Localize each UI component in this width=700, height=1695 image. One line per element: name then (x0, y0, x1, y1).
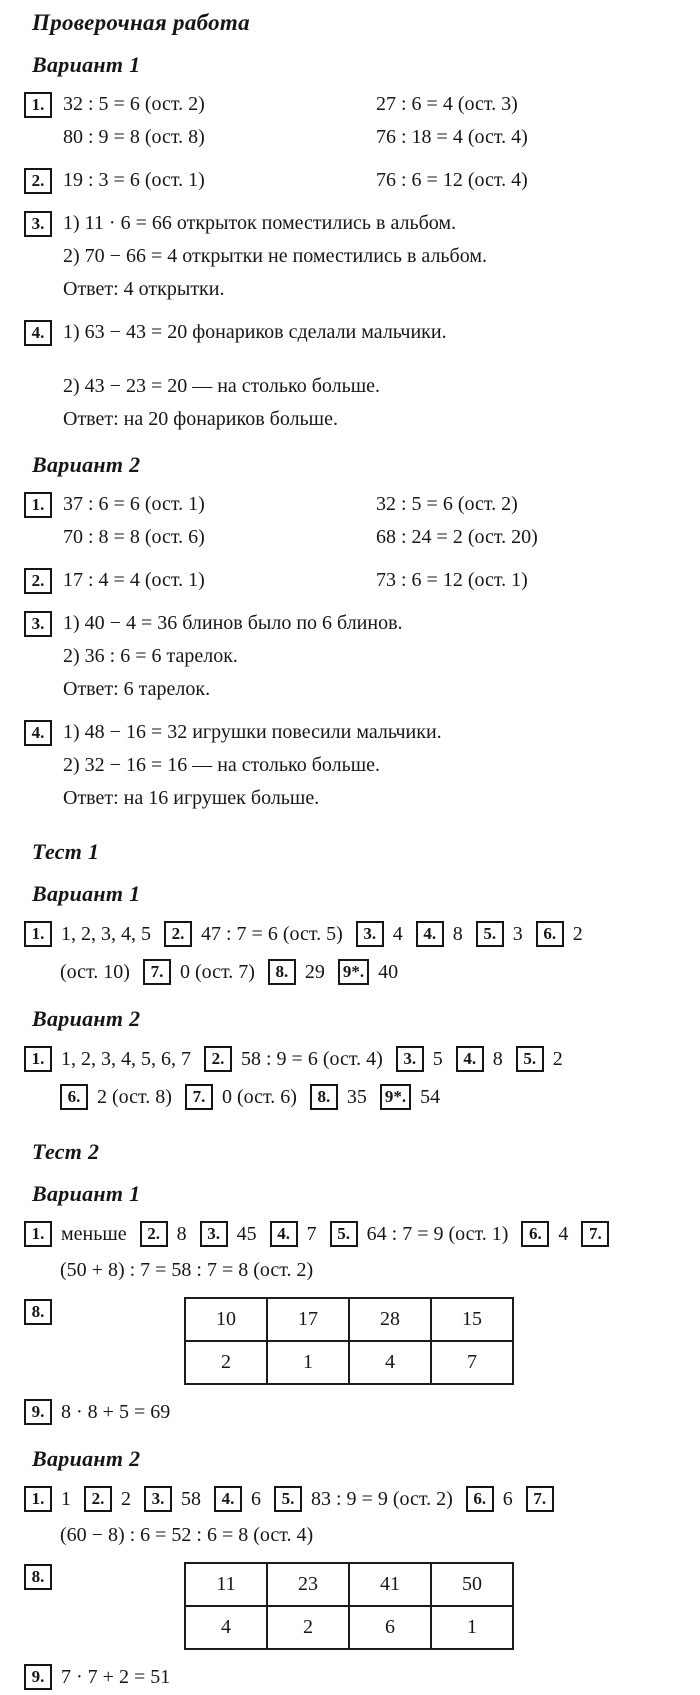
answer-text: 2 (552, 1047, 563, 1070)
answer-token (416, 921, 463, 947)
answer-token (24, 1399, 170, 1425)
question-number-box: 1. (24, 1221, 52, 1247)
answer-token (516, 1046, 563, 1072)
question-number-box: 1. (24, 92, 52, 118)
answer-row (63, 164, 684, 197)
solution-step: 2) 32 − 16 = 16 — на столько больше. (63, 754, 380, 776)
answer-token (330, 1221, 509, 1247)
answer-token (24, 1046, 191, 1072)
answer-token (581, 1221, 609, 1247)
test-2-variant-2-heading: Вариант 2 (32, 1446, 141, 1471)
equation: 76 : 18 = 4 (ост. 4) (376, 126, 528, 148)
question-number-box: 8. (268, 959, 296, 985)
answer-token (24, 921, 151, 947)
answer-token (144, 1486, 201, 1512)
question-number-box: 5. (476, 921, 504, 947)
answer-text: 54 (420, 1085, 441, 1108)
equation: 68 : 24 = 2 (ост. 20) (376, 526, 538, 548)
equation: 76 : 6 = 12 (ост. 4) (376, 169, 528, 191)
table-cell: 2 (185, 1341, 267, 1384)
answer-text: 35 (346, 1085, 367, 1108)
question-number-box: 8. (24, 1299, 52, 1325)
test-answers-line (24, 1481, 684, 1517)
equation: 32 : 5 = 6 (ост. 2) (376, 493, 518, 515)
solution-step: 1) 11 · 6 = 66 открыток поместились в альбом. (63, 212, 457, 234)
equation: 19 : 3 = 6 (ост. 1) (63, 169, 205, 191)
table-cell: 2 (267, 1606, 349, 1649)
answer-token (396, 1046, 443, 1072)
table-cell: 10 (185, 1298, 267, 1341)
answer-line: Ответ: на 20 фонариков больше. (63, 408, 338, 430)
table-cell: 7 (431, 1341, 513, 1384)
answer-token (338, 959, 398, 985)
question-number-box: 2. (164, 921, 192, 947)
answer-token (466, 1486, 513, 1512)
answer-token (24, 1486, 71, 1512)
answer-token (164, 921, 343, 947)
question-number-box: 9*. (338, 959, 369, 985)
question-number-box: 5. (330, 1221, 358, 1247)
table-row (185, 1341, 513, 1384)
answer-row (63, 121, 684, 154)
answer-token (270, 1221, 317, 1247)
answer-token (356, 921, 403, 947)
question-number-box: 7. (185, 1084, 213, 1110)
answer-text: 58 (181, 1487, 201, 1510)
table-cell: 17 (267, 1298, 349, 1341)
question-number-box: 1. (24, 492, 52, 518)
question-number-box: 2. (140, 1221, 168, 1247)
answer-text: 29 (304, 960, 325, 983)
table-cell: 28 (349, 1298, 431, 1341)
answer-token (521, 1221, 568, 1247)
question-number-box: 3. (356, 921, 384, 947)
answer-text: 6 (251, 1487, 261, 1510)
answer-text: 40 (378, 960, 399, 983)
table-cell: 1 (431, 1606, 513, 1649)
answer-text: 58 : 9 = 6 (ост. 4) (241, 1047, 383, 1070)
answer-text: 83 : 9 = 9 (ост. 2) (311, 1487, 453, 1510)
table-cell: 50 (431, 1563, 513, 1606)
question-number-box: 3. (24, 611, 52, 637)
answer-text: 8 (176, 1222, 187, 1245)
question-number-box: 5. (274, 1486, 302, 1512)
prov-v2-item-2 (24, 564, 684, 597)
solution-step: 1) 63 − 43 = 20 фонариков сделали мальчики. (63, 321, 447, 343)
test-2-v1-item-9 (24, 1394, 684, 1430)
answer-text: 0 (ост. 7) (179, 960, 255, 983)
question-number-box: 3. (200, 1221, 228, 1247)
answer-token (310, 1084, 367, 1110)
answer-token (268, 959, 325, 985)
question-number-box: 4. (214, 1486, 242, 1512)
table-cell: 4 (349, 1341, 431, 1384)
question-number-box: 4. (270, 1221, 298, 1247)
answer-text: 8 (492, 1047, 503, 1070)
table-cell: 4 (185, 1606, 267, 1649)
prov-v1-item-3 (24, 207, 684, 306)
equation: 27 : 6 = 4 (ост. 3) (376, 93, 518, 115)
answer-token (200, 1221, 257, 1247)
answer-text: 7 (306, 1222, 317, 1245)
continued-equation: (50 + 8) : 7 = 58 : 7 = 8 (ост. 2) (60, 1259, 314, 1281)
question-number-box: 1. (24, 1046, 52, 1072)
question-number-box: 4. (24, 320, 52, 346)
test-answers-line (24, 1216, 684, 1252)
question-number-box: 3. (396, 1046, 424, 1072)
question-number-box: 4. (416, 921, 444, 947)
question-number-box: 2. (24, 568, 52, 594)
test-1-heading: Тест 1 (32, 839, 100, 864)
solution-step: 1) 40 − 4 = 36 блинов было по 6 блинов. (63, 612, 403, 634)
question-number-box: 7. (526, 1486, 554, 1512)
answer-line: Ответ: 6 тарелок. (63, 678, 211, 700)
question-number-box: 9. (24, 1399, 52, 1425)
answer-token (84, 1486, 131, 1512)
question-number-box: 1. (24, 1486, 52, 1512)
answer-row (63, 488, 684, 521)
answer-line: Ответ: на 16 игрушек больше. (63, 787, 320, 809)
question-number-box: 8. (24, 1564, 52, 1590)
question-number-box: 3. (144, 1486, 172, 1512)
test-1-variant-2-heading: Вариант 2 (32, 1006, 141, 1031)
answer-row (63, 564, 684, 597)
table-cell: 41 (349, 1563, 431, 1606)
answer-token (526, 1486, 554, 1512)
prov-v2-item-4 (24, 716, 684, 815)
answer-text: 8 · 8 + 5 = 69 (61, 1400, 171, 1423)
answer-text: 2 (ост. 8) (97, 1085, 172, 1108)
answer-token (456, 1046, 503, 1072)
answer-text: 4 (392, 922, 403, 945)
answer-token (476, 921, 523, 947)
prov-v1-item-4 (24, 316, 684, 436)
answer-text: 2 (572, 922, 583, 945)
answer-table (184, 1297, 514, 1385)
question-number-box: 7. (143, 959, 171, 985)
solution-step: 2) 70 − 66 = 4 открытки не поместились в альбом. (63, 245, 487, 267)
test-answers-line (24, 1041, 684, 1077)
test-1-variant-1-heading: Вариант 1 (32, 881, 141, 906)
table-cell: 15 (431, 1298, 513, 1341)
answer-row (63, 88, 684, 121)
question-number-box: 4. (456, 1046, 484, 1072)
variant-2-heading: Вариант 2 (32, 452, 141, 477)
solution-step: 2) 36 : 6 = 6 тарелок. (63, 645, 238, 667)
answer-text: 1, 2, 3, 4, 5 (61, 922, 151, 945)
question-number-box: 2. (204, 1046, 232, 1072)
question-number-box: 6. (60, 1084, 88, 1110)
answer-text: 3 (512, 922, 523, 945)
answer-text: меньше (61, 1222, 127, 1245)
answer-token (536, 921, 583, 947)
question-number-box: 2. (84, 1486, 112, 1512)
question-number-box: 1. (24, 921, 52, 947)
question-number-box: 6. (536, 921, 564, 947)
test-2-heading: Тест 2 (32, 1139, 100, 1164)
answer-token (380, 1084, 440, 1110)
question-number-box: 5. (516, 1046, 544, 1072)
variant-1-heading: Вариант 1 (32, 52, 141, 77)
equation: 32 : 5 = 6 (ост. 2) (63, 93, 205, 115)
answer-table (184, 1562, 514, 1650)
equation: 80 : 9 = 8 (ост. 8) (63, 126, 205, 148)
prov-v2-item-1 (24, 488, 684, 554)
equation: 37 : 6 = 6 (ост. 1) (63, 493, 205, 515)
page-title: Проверочная работа (32, 10, 250, 35)
answer-text: 6 (502, 1487, 513, 1510)
table-row (185, 1606, 513, 1649)
answer-token (140, 1221, 187, 1247)
answer-text: 7 · 7 + 2 = 51 (61, 1665, 171, 1688)
question-number-box: 4. (24, 720, 52, 746)
answer-text: 1 (61, 1487, 71, 1510)
table-row (185, 1563, 513, 1606)
answer-token (24, 1221, 127, 1247)
answer-text: 4 (558, 1222, 569, 1245)
prov-v1-item-2 (24, 164, 684, 197)
test-2-v2-item-8 (24, 1562, 684, 1650)
answer-text: 47 : 7 = 6 (ост. 5) (201, 922, 343, 945)
solution-step: 2) 43 − 23 = 20 — на столько больше. (63, 375, 380, 397)
table-cell: 6 (349, 1606, 431, 1649)
answer-text: 5 (432, 1047, 443, 1070)
test-2-v2-item-9 (24, 1659, 684, 1695)
table-cell: 11 (185, 1563, 267, 1606)
test-answers-line (60, 1079, 684, 1115)
solution-step: 1) 48 − 16 = 32 игрушки повесили мальчики. (63, 721, 442, 743)
question-number-box: 7. (581, 1221, 609, 1247)
question-number-box: 6. (466, 1486, 494, 1512)
answer-token (60, 1084, 172, 1110)
answer-token (204, 1046, 383, 1072)
answer-line: Ответ: 4 открытки. (63, 278, 225, 300)
question-number-box: 8. (310, 1084, 338, 1110)
equation: 70 : 8 = 8 (ост. 6) (63, 526, 205, 548)
answer-text: 8 (452, 922, 463, 945)
answer-text: 1, 2, 3, 4, 5, 6, 7 (61, 1047, 191, 1070)
test-answers-line (60, 954, 684, 990)
table-cell: 1 (267, 1341, 349, 1384)
question-number-box: 9. (24, 1664, 52, 1690)
equation: 17 : 4 = 4 (ост. 1) (63, 569, 205, 591)
answer-token (143, 959, 255, 985)
table-row (185, 1298, 513, 1341)
answer-token (214, 1486, 261, 1512)
answer-token (185, 1084, 297, 1110)
table-cell: 23 (267, 1563, 349, 1606)
equation: 73 : 6 = 12 (ост. 1) (376, 569, 528, 591)
answer-token (274, 1486, 453, 1512)
answer-text: (ост. 10) (60, 960, 130, 983)
answer-text: 2 (121, 1487, 131, 1510)
prov-v1-item-1 (24, 88, 684, 154)
question-number-box: 9*. (380, 1084, 411, 1110)
question-number-box: 2. (24, 168, 52, 194)
test-answers-line (24, 916, 684, 952)
question-number-box: 6. (521, 1221, 549, 1247)
continued-equation: (60 − 8) : 6 = 52 : 6 = 8 (ост. 4) (60, 1524, 314, 1546)
answer-row (63, 521, 684, 554)
prov-v2-item-3 (24, 607, 684, 706)
answer-token (60, 961, 130, 984)
answer-text: 45 (236, 1222, 257, 1245)
answer-text: 64 : 7 = 9 (ост. 1) (366, 1222, 509, 1245)
test-2-variant-1-heading: Вариант 1 (32, 1181, 141, 1206)
test-2-v1-item-8 (24, 1297, 684, 1385)
answer-text: 0 (ост. 6) (221, 1085, 297, 1108)
question-number-box: 3. (24, 211, 52, 237)
answer-token (24, 1664, 170, 1690)
